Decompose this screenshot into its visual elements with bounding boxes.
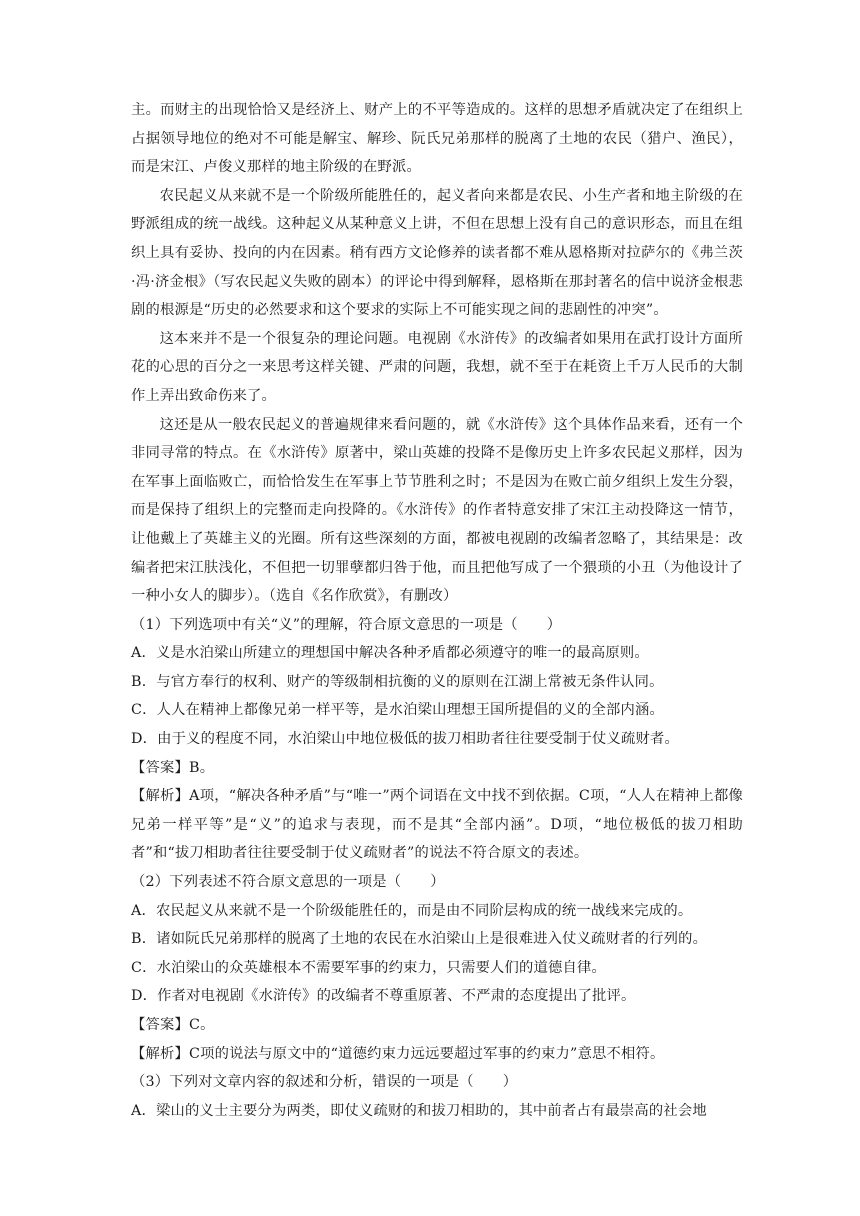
question-1-option-d: D．由于义的程度不同，水泊梁山中地位极低的拔刀相助者往往要受制于仗义疏财者。 xyxy=(131,731,680,748)
question-3: （3）下列对文章内容的叙述和分析，错误的一项是（ ） xyxy=(131,1074,518,1091)
question-1-option-a: A．义是水泊梁山所建立的理想国中解决各种矛盾都必须遵守的唯一的最高原则。 xyxy=(131,645,649,662)
question-3-option-a: A．梁山的义士主要分为两类，即仗义疏财的和拔刀相助的，其中前者占有最崇高的社会地 xyxy=(131,1102,707,1119)
question-2-option-b: B．诸如阮氏兄弟那样的脱离了土地的农民在水泊梁山上是很难进入仗义疏财者的行列的。 xyxy=(131,931,708,948)
question-1-option-c: C．人人在精神上都像兄弟一样平等，是水泊梁山理想王国所提倡的义的全部内涵。 xyxy=(131,702,665,719)
paragraph-surrender: 这还是从一般农民起义的普遍规律来看问题的，就《水浒传》这个具体作品来看，还有一个非同寻常的特点。在《水浒传》原著中，梁山英雄的投降不是像历史上许多农民起义那样，因为在军事上面临败亡，而恰恰发生在军事上节节胜利之时；不是因为在败亡前夕组织上发生分裂，而是保持了组织上的完整而走向投降的。《水浒传》的作者特意安排了宋江主动投降这一情节，让他戴上了英雄主义的光圈。所有这些深刻的方面，都被电视剧的改编者忽略了，其结果是：改编者把宋江肤浅化，不但把一切罪孽都归咎于他，而且把他写成了一个猥琐的小丑（为他设计了一种小女人的脚步）。（选自《名作欣赏》，有删改） xyxy=(131,416,743,605)
question-1-option-b: B．与官方奉行的权利、财产的等级制相抗衡的义的原则在江湖上常被无条件认同。 xyxy=(131,673,664,690)
paragraph-peasant-uprising: 农民起义从来就不是一个阶级所能胜任的，起义者向来都是农民、小生产者和地主阶级的在野派组成的统一战线。这种起义从某种意义上讲，不但在思想上没有自己的意识形态，而且在组织上具有妥协、投向的内在因素。稍有西方文论修养的读者都不难从恩格斯对拉萨尔的《弗兰茨·冯·济金根》（写农民起义失败的剧本）的评论中得到解释，恩格斯在那封著名的信中说济金根悲剧的根源是“历史的必然要求和这个要求的实际上不可能实现之间的悲剧性的冲突”。 xyxy=(131,187,743,319)
question-1-analysis: 【解析】A项，“解决各种矛盾”与“唯一”两个词语在文中找不到依据。C项，“人人在精神上都像兄弟一样平等”是“义”的追求与表现，而不是其“全部内涵”。D项，“地位极低的拔刀相助者”和“拔刀相助者往往要受制于仗义疏财者”的说法不符合原文的表述。 xyxy=(131,788,743,862)
document-body xyxy=(131,96,743,1125)
question-2-analysis: 【解析】C项的说法与原文中的“道德约束力远远要超过军事的约束力”意思不相符。 xyxy=(131,1045,665,1062)
question-2-option-d: D．作者对电视剧《水浒传》的改编者不尊重原著、不严肃的态度提出了批评。 xyxy=(131,988,636,1005)
paragraph-continuation: 主。而财主的出现恰恰又是经济上、财产上的不平等造成的。这样的思想矛盾就决定了在组织上占据领导地位的绝对不可能是解宝、解珍、阮氏兄弟那样的脱离了土地的农民（猎户、渔民），而是宋江、卢俊义那样的地主阶级的在野派。 xyxy=(131,102,743,176)
question-2-answer: 【答案】C。 xyxy=(131,1017,215,1033)
question-2: （2）下列表述不符合原文意思的一项是（ ） xyxy=(131,874,445,891)
paragraph-theory: 这本来并不是一个很复杂的理论问题。电视剧《水浒传》的改编者如果用在武打设计方面所花的心思的百分之一来思考这样关键、严肃的问题，我想，就不至于在耗资上千万人民币的大制作上弄出致命伤来了。 xyxy=(131,330,743,404)
question-1: （1）下列选项中有关“义”的理解，符合原文意思的一项是（ ） xyxy=(131,616,562,633)
question-1-answer: 【答案】B。 xyxy=(131,759,215,776)
question-2-option-c: C．水泊梁山的众英雄根本不需要军事的约束力，只需要人们的道德自律。 xyxy=(131,959,607,976)
question-2-option-a: A．农民起义从来就不是一个阶级能胜任的，而是由不同阶层构成的统一战线来完成的。 xyxy=(131,902,693,919)
